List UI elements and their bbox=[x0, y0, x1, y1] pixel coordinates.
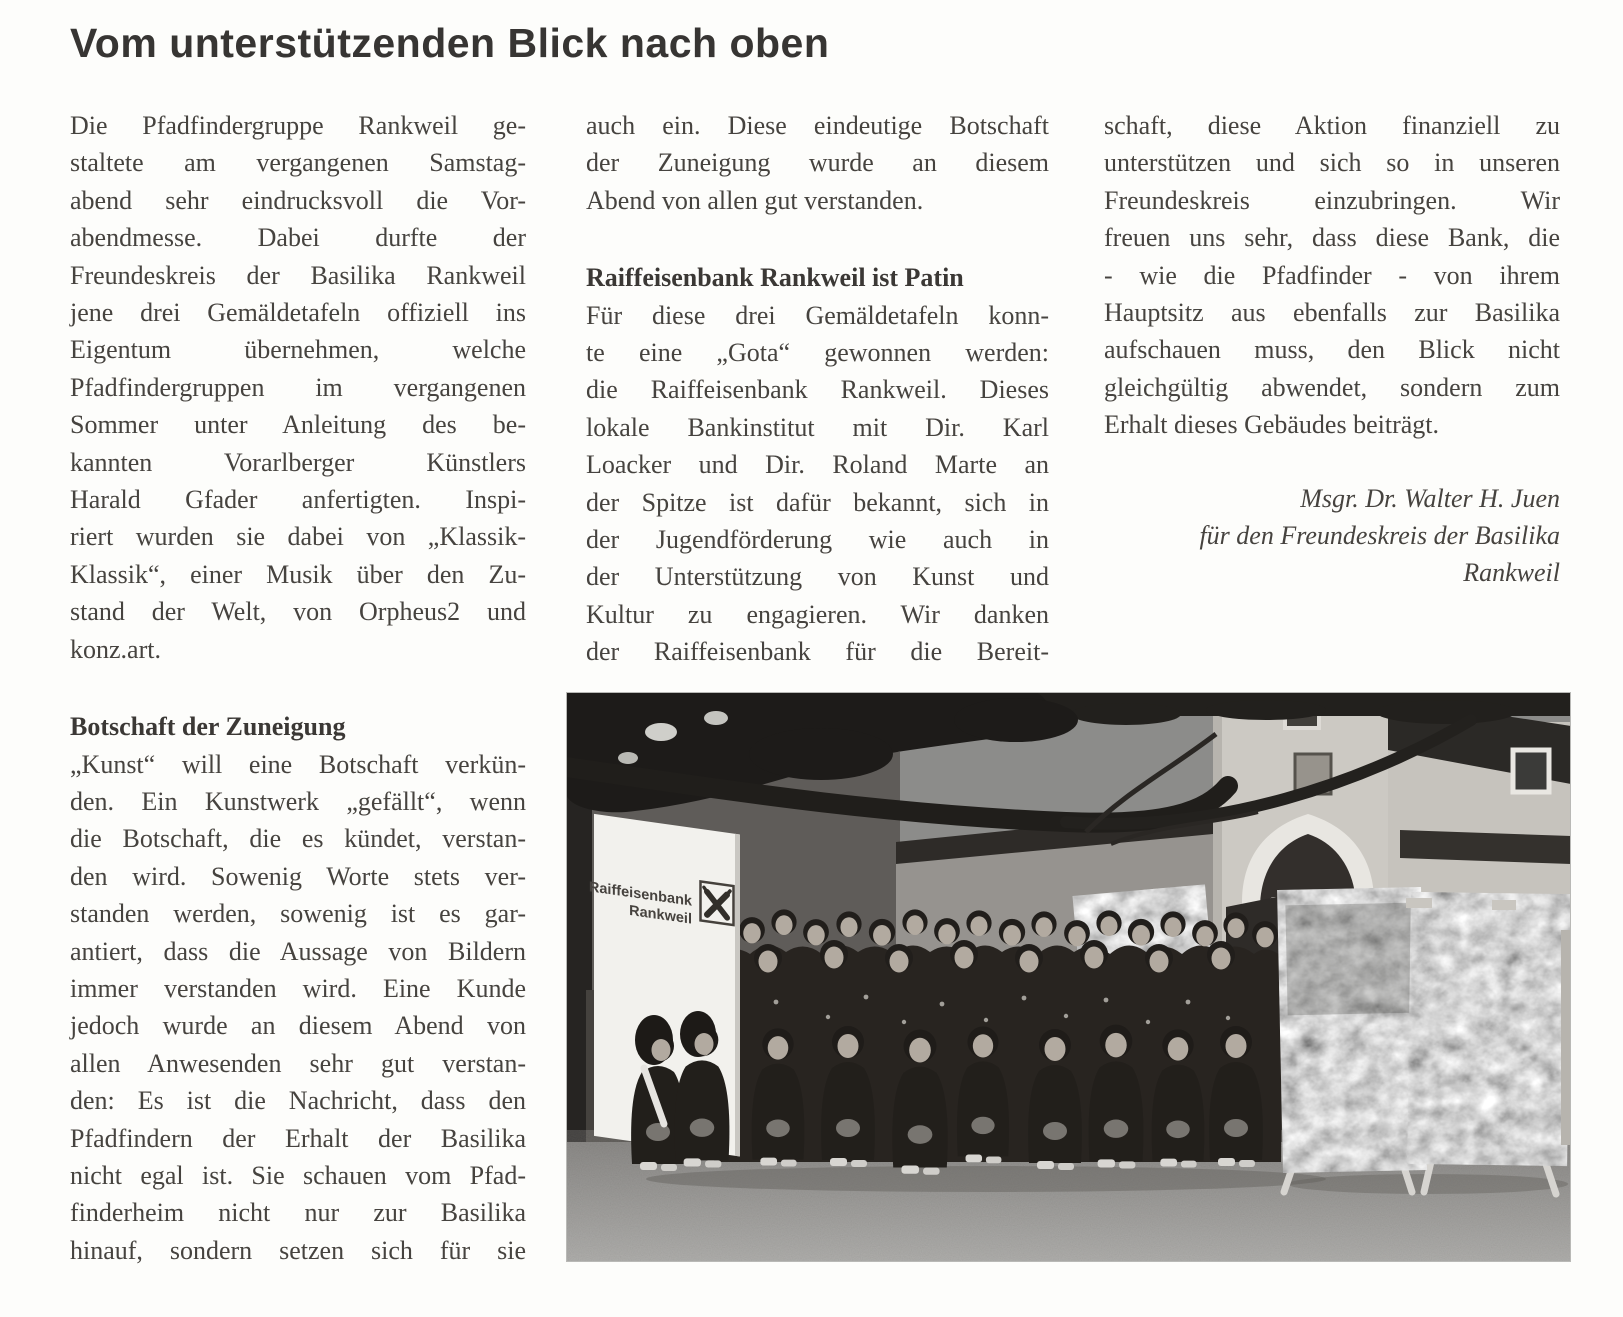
text-line: unterstützen und sich so in unseren bbox=[1104, 148, 1560, 178]
text-line: abendmesse. Dabei durfte der bbox=[70, 223, 526, 253]
paragraph bbox=[586, 297, 1049, 671]
article-headline: Vom unterstützenden Blick nach oben bbox=[70, 20, 830, 66]
text-line: Sommer unter Anleitung des be- bbox=[70, 410, 526, 440]
text-line: standen werden, sowenig ist es gar- bbox=[70, 899, 526, 929]
text-line: hinauf, sondern setzen sich für sie bbox=[70, 1235, 526, 1265]
text-line: den: Es ist die Nachricht, dass den bbox=[70, 1086, 526, 1116]
text-line: Msgr. Dr. Walter H. Juen bbox=[1300, 483, 1560, 513]
paragraph bbox=[70, 107, 526, 668]
text-line: auch ein. Diese eindeutige Botschaft bbox=[586, 111, 1049, 140]
text-line: Harald Gfader anfertigten. Inspi- bbox=[70, 485, 526, 515]
text-line: Hauptsitz aus ebenfalls zur Basilika bbox=[1104, 298, 1560, 328]
painting-panel-left bbox=[1285, 903, 1418, 1158]
text-line: kannten Vorarlberger Künstlers bbox=[70, 447, 526, 477]
text-line: den. Ein Kunstwerk „gefällt“, wenn bbox=[70, 786, 526, 816]
text-line: nicht egal ist. Sie schauen vom Pfad- bbox=[70, 1160, 526, 1190]
text-line: jene drei Gemäldetafeln offiziell ins bbox=[70, 298, 526, 328]
text-line: schaft, diese Aktion finanziell zu bbox=[1104, 111, 1560, 140]
painting-panel-right bbox=[1416, 907, 1561, 1151]
text-line: Freundeskreis der Basilika Rankweil bbox=[70, 260, 526, 290]
raiffeisen-logo bbox=[701, 881, 734, 925]
text-column-3 bbox=[1104, 107, 1560, 592]
text-line: jedoch wurde an diesem Abend von bbox=[70, 1011, 526, 1041]
text-line: Erhalt dieses Gebäudes beiträgt. bbox=[1104, 410, 1439, 440]
text-line: riert wurden sie dabei von „Klassik- bbox=[70, 522, 526, 552]
author-signature bbox=[1104, 480, 1560, 592]
text-line: der Raiffeisenbank für die Bereit- bbox=[586, 637, 1049, 667]
text-line: Abend von allen gut verstanden. bbox=[586, 185, 924, 215]
text-line: Freundeskreis einzubringen. Wir bbox=[1104, 185, 1560, 215]
text-column-1 bbox=[70, 107, 526, 1269]
text-line: abend sehr eindrucksvoll die Vor- bbox=[70, 185, 526, 215]
text-line: allen Anwesenden sehr gut verstan- bbox=[70, 1048, 526, 1078]
text-line: Die Pfadfindergruppe Rankweil ge- bbox=[70, 111, 526, 140]
text-line: konz.art. bbox=[70, 634, 161, 664]
paragraph bbox=[70, 746, 526, 1270]
text-line: der Spitze ist dafür bekannt, sich in bbox=[586, 487, 1049, 517]
text-line: Pfadfindern der Erhalt der Basilika bbox=[70, 1123, 526, 1153]
wall-window bbox=[1513, 750, 1549, 792]
text-line: finderheim nicht nur zur Basilika bbox=[70, 1198, 526, 1228]
text-line: der Jugendförderung wie auch in bbox=[586, 525, 1049, 555]
text-line: Für diese drei Gemäldetafeln konn- bbox=[586, 300, 1049, 330]
text-line: - wie die Pfadfinder - von ihrem bbox=[1104, 260, 1560, 290]
text-line: „Kunst“ will eine Botschaft verkün- bbox=[70, 749, 526, 779]
text-line: lokale Bankinstitut mit Dir. Karl bbox=[586, 412, 1049, 442]
bank-sign-line1: Raiffeisenbank bbox=[588, 879, 692, 910]
text-line: den wird. Sowenig Worte stets ver- bbox=[70, 861, 526, 891]
text-line: stand der Welt, von Orpheus2 und bbox=[70, 597, 526, 627]
text-line: Klassik“, einer Musik über den Zu- bbox=[70, 559, 526, 589]
text-line: die Raiffeisenbank Rankweil. Dieses bbox=[586, 375, 1049, 405]
text-line: die Botschaft, die es kündet, verstan- bbox=[70, 824, 526, 854]
section-heading: Botschaft der Zuneigung bbox=[70, 712, 346, 742]
paragraph bbox=[586, 107, 1049, 219]
text-line: staltete am vergangenen Samstag- bbox=[70, 148, 526, 178]
paragraph bbox=[1104, 107, 1560, 444]
text-line: Eigentum übernehmen, welche bbox=[70, 335, 526, 365]
article-photo bbox=[566, 692, 1571, 1262]
text-line: gleichgültig abwendet, sondern zum bbox=[1104, 372, 1560, 402]
bank-sign-line2: Rankweil bbox=[629, 902, 692, 928]
text-line: aufschauen muss, den Blick nicht bbox=[1104, 335, 1560, 365]
text-line: Kultur zu engagieren. Wir danken bbox=[586, 599, 1049, 629]
text-line: immer verstanden wird. Eine Kunde bbox=[70, 973, 526, 1003]
text-line: für den Freundeskreis der Basilika bbox=[1199, 521, 1560, 551]
text-line: Rankweil bbox=[1463, 558, 1560, 588]
section-heading: Raiffeisenbank Rankweil ist Patin bbox=[586, 263, 964, 293]
painting-panel-edge bbox=[1561, 930, 1571, 1145]
text-line: antiert, dass die Aussage von Bildern bbox=[70, 936, 526, 966]
photo-illustration bbox=[566, 692, 1571, 1262]
text-line: der Unterstützung von Kunst und bbox=[586, 562, 1049, 592]
text-line: te eine „Gota“ gewonnen werden: bbox=[586, 338, 1049, 368]
text-line: der Zuneigung wurde an diesem bbox=[586, 148, 1049, 178]
text-line: Loacker und Dir. Roland Marte an bbox=[586, 450, 1049, 480]
text-line: Pfadfindergruppen im vergangenen bbox=[70, 372, 526, 402]
text-column-2 bbox=[586, 107, 1049, 671]
text-line: freuen uns sehr, dass diese Bank, die bbox=[1104, 223, 1560, 253]
